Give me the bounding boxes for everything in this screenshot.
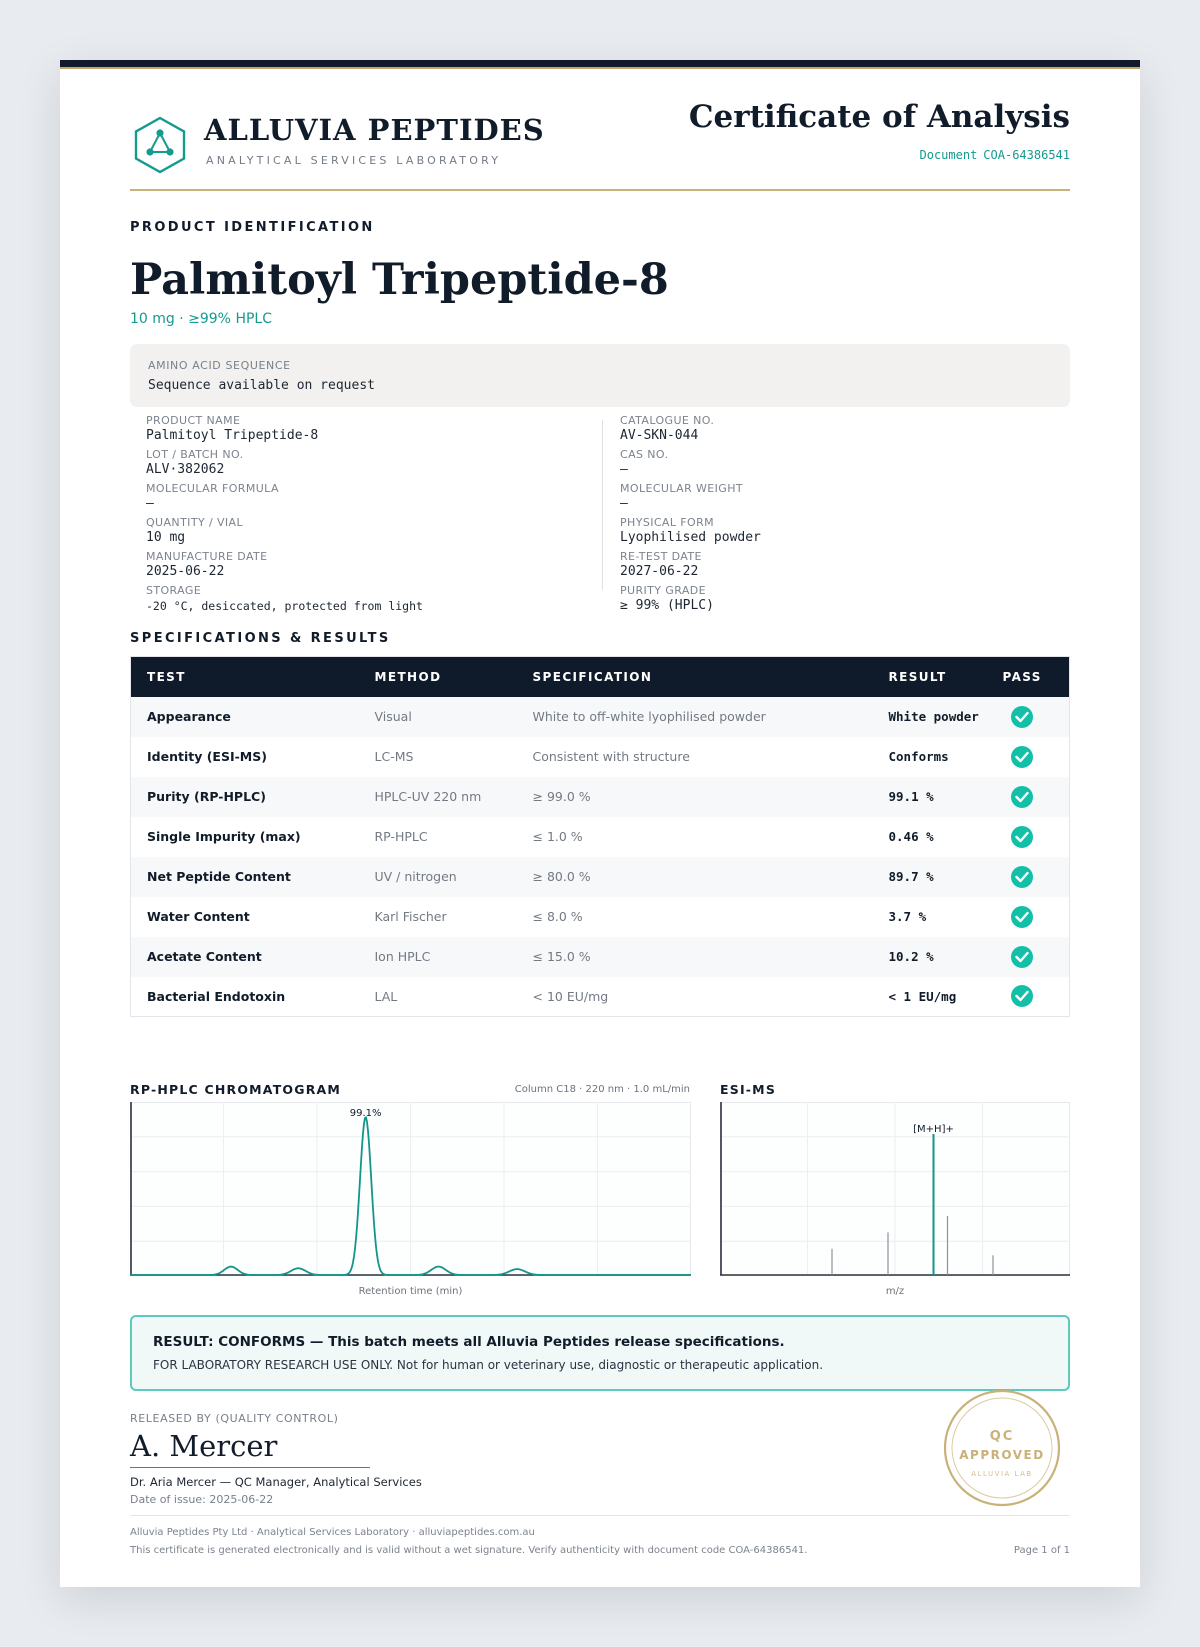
cell-result: 10.2 % [873, 937, 987, 977]
top-accent-bar [60, 60, 1140, 69]
field-label: RE-TEST DATE [620, 550, 702, 563]
cell-pass [987, 697, 1070, 737]
table-body [131, 697, 1070, 1017]
molecular-ion-label: [M+H]+ [913, 1123, 954, 1135]
cell-result: 3.7 % [873, 897, 987, 937]
cell-result: 0.46 % [873, 817, 987, 857]
table-row [131, 777, 1070, 817]
table-row [131, 897, 1070, 937]
cell-result: White powder [873, 697, 987, 737]
cell-result: < 1 EU/mg [873, 977, 987, 1017]
result-conforms-box [130, 1315, 1070, 1391]
field-label: PHYSICAL FORM [620, 516, 715, 529]
specs-section-label: SPECIFICATIONS & RESULTS [130, 631, 391, 646]
product-title: Palmitoyl Tripeptide-8 [130, 255, 669, 305]
table-header-row [131, 657, 1070, 697]
hplc-chart-note: Column C18 · 220 nm · 1.0 mL/min [514, 1084, 690, 1095]
check-circle-icon [1011, 706, 1033, 728]
table-row [131, 977, 1070, 1017]
field-purity-grade [620, 584, 1050, 618]
cell-test: Appearance [131, 697, 359, 737]
field-cas-number [620, 448, 1050, 482]
field-label: QUANTITY / VIAL [146, 516, 243, 529]
research-use-disclaimer: FOR LABORATORY RESEARCH USE ONLY. Not for human or veterinary use, diagnostic or therapeutic application. [153, 1358, 824, 1372]
cell-specification: ≥ 80.0 % [517, 857, 873, 897]
field-manufacture-date [146, 550, 586, 584]
field-value: — [620, 462, 628, 477]
table-row [131, 737, 1070, 777]
field-storage [146, 584, 586, 618]
stamp-line-qc: QC [989, 1429, 1015, 1444]
field-value: Lyophilised powder [620, 530, 761, 545]
fields-left-column [146, 414, 586, 618]
field-value: -20 °C, desiccated, protected from light [146, 599, 423, 613]
field-quantity [146, 516, 586, 550]
certificate-page [60, 60, 1140, 1587]
check-circle-icon [1011, 826, 1033, 848]
field-value: 2025-06-22 [146, 564, 225, 579]
product-fields [146, 414, 1070, 614]
cell-test: Water Content [131, 897, 359, 937]
field-catalogue-number [620, 414, 1050, 448]
field-value: — [620, 496, 628, 511]
field-label: PRODUCT NAME [146, 414, 241, 427]
document-code [920, 148, 1071, 162]
column-divider [602, 420, 603, 590]
cell-specification: White to off-white lyophilised powder [517, 697, 873, 737]
field-label: MOLECULAR FORMULA [146, 482, 279, 495]
cell-pass [987, 777, 1070, 817]
issue-date: Date of issue: 2025-06-22 [130, 1493, 274, 1506]
document-title: Certificate of Analysis [688, 99, 1070, 135]
cell-pass [987, 857, 1070, 897]
check-circle-icon [1011, 985, 1033, 1007]
footer-validity-note: This certificate is generated electronically and is valid without a wet signature. Verify authenticity with document code COA-64386541. [130, 1545, 808, 1556]
check-circle-icon [1011, 946, 1033, 968]
document-code-value: COA-64386541 [983, 148, 1070, 162]
field-product-name [146, 414, 586, 448]
sequence-box [130, 344, 1070, 407]
document-code-label: Document [919, 148, 978, 162]
footer-company: Alluvia Peptides Pty Ltd · Analytical Services Laboratory · alluviapeptides.com.au [130, 1527, 535, 1538]
check-circle-icon [1011, 786, 1033, 808]
hplc-chromatogram-chart [130, 1102, 691, 1276]
signer-name: Dr. Aria Mercer — QC Manager, Analytical Services [130, 1475, 422, 1489]
table-row [131, 937, 1070, 977]
esims-spectrum-chart [720, 1102, 1070, 1276]
stamp-line-approved: APPROVED [959, 1448, 1045, 1462]
table-row [131, 857, 1070, 897]
brand-subtitle: ANALYTICAL SERVICES LABORATORY [206, 154, 502, 167]
column-header-specification: SPECIFICATION [517, 657, 873, 697]
hexagon-molecule-icon [133, 115, 187, 175]
check-circle-icon [1011, 906, 1033, 928]
cell-result: 99.1 % [873, 777, 987, 817]
cell-specification: ≥ 99.0 % [517, 777, 873, 817]
field-molecular-weight [620, 482, 1050, 516]
result-statement: RESULT: CONFORMS — This batch meets all Alluvia Peptides release specifications. [153, 1334, 785, 1350]
field-value: 10 mg [146, 530, 186, 545]
sequence-value: Sequence available on request [148, 378, 375, 393]
sequence-label: AMINO ACID SEQUENCE [148, 359, 291, 372]
field-label: MANUFACTURE DATE [146, 550, 268, 563]
table-row [131, 817, 1070, 857]
cell-method: UV / nitrogen [359, 857, 517, 897]
field-value: Palmitoyl Tripeptide-8 [146, 428, 319, 443]
cell-specification: Consistent with structure [517, 737, 873, 777]
cell-test: Purity (RP-HPLC) [131, 777, 359, 817]
field-physical-form [620, 516, 1050, 550]
field-label: STORAGE [146, 584, 202, 597]
signature-line [130, 1467, 370, 1468]
cell-result: Conforms [873, 737, 987, 777]
field-molecular-formula [146, 482, 586, 516]
main-peak-label: 99.1% [349, 1108, 382, 1120]
field-lot-number [146, 448, 586, 482]
column-header-pass: PASS [987, 657, 1070, 697]
specifications-table [130, 656, 1070, 1017]
cell-test: Single Impurity (max) [131, 817, 359, 857]
product-subtitle: 10 mg · ≥99% HPLC [130, 311, 272, 327]
footer-divider [130, 1515, 1070, 1516]
page-number: Page 1 of 1 [1013, 1545, 1070, 1556]
cell-method: LC-MS [359, 737, 517, 777]
cell-specification: < 10 EU/mg [517, 977, 873, 1017]
field-label: CAS NO. [620, 448, 669, 461]
field-value: AV-SKN-044 [620, 428, 699, 443]
cell-method: RP-HPLC [359, 817, 517, 857]
hplc-chart-title: RP-HPLC CHROMATOGRAM [130, 1082, 342, 1097]
cell-method: Ion HPLC [359, 937, 517, 977]
field-value: — [146, 496, 154, 511]
stamp-line-lab: ALLUVIA LAB [971, 1470, 1033, 1478]
cell-method: Visual [359, 697, 517, 737]
cell-pass [987, 737, 1070, 777]
cell-method: LAL [359, 977, 517, 1017]
field-value: ALV·382062 [146, 462, 225, 477]
cell-pass [987, 817, 1070, 857]
field-value: ≥ 99% (HPLC) [620, 598, 714, 613]
cell-result: 89.7 % [873, 857, 987, 897]
released-by-label: RELEASED BY (QUALITY CONTROL) [130, 1412, 339, 1425]
esims-chart-title: ESI-MS [720, 1082, 777, 1097]
brand-name: ALLUVIA PEPTIDES [204, 113, 545, 147]
field-label: CATALOGUE NO. [620, 414, 715, 427]
cell-method: Karl Fischer [359, 897, 517, 937]
cell-pass [987, 897, 1070, 937]
cell-test: Bacterial Endotoxin [131, 977, 359, 1017]
page-content [130, 69, 1070, 1556]
signature: A. Mercer [130, 1429, 278, 1463]
cell-specification: ≤ 1.0 % [517, 817, 873, 857]
esims-x-axis-label: m/z [885, 1286, 905, 1297]
check-circle-icon [1011, 746, 1033, 768]
hplc-x-axis-label: Retention time (min) [358, 1286, 463, 1297]
field-value: 2027-06-22 [620, 564, 699, 579]
fields-right-column [620, 414, 1050, 618]
cell-method: HPLC-UV 220 nm [359, 777, 517, 817]
field-label: MOLECULAR WEIGHT [620, 482, 743, 495]
cell-test: Net Peptide Content [131, 857, 359, 897]
product-section-label: PRODUCT IDENTIFICATION [130, 220, 375, 235]
cell-test: Acetate Content [131, 937, 359, 977]
cell-test: Identity (ESI-MS) [131, 737, 359, 777]
header [130, 69, 1070, 191]
field-label: LOT / BATCH NO. [146, 448, 244, 461]
field-retest-date [620, 550, 1050, 584]
field-label: PURITY GRADE [620, 584, 706, 597]
column-header-result: RESULT [873, 657, 987, 697]
table-row [131, 697, 1070, 737]
cell-pass [987, 937, 1070, 977]
cell-specification: ≤ 8.0 % [517, 897, 873, 937]
cell-specification: ≤ 15.0 % [517, 937, 873, 977]
column-header-method: METHOD [359, 657, 517, 697]
qc-approved-stamp [942, 1388, 1062, 1508]
column-header-test: TEST [131, 657, 359, 697]
cell-pass [987, 977, 1070, 1017]
check-circle-icon [1011, 866, 1033, 888]
